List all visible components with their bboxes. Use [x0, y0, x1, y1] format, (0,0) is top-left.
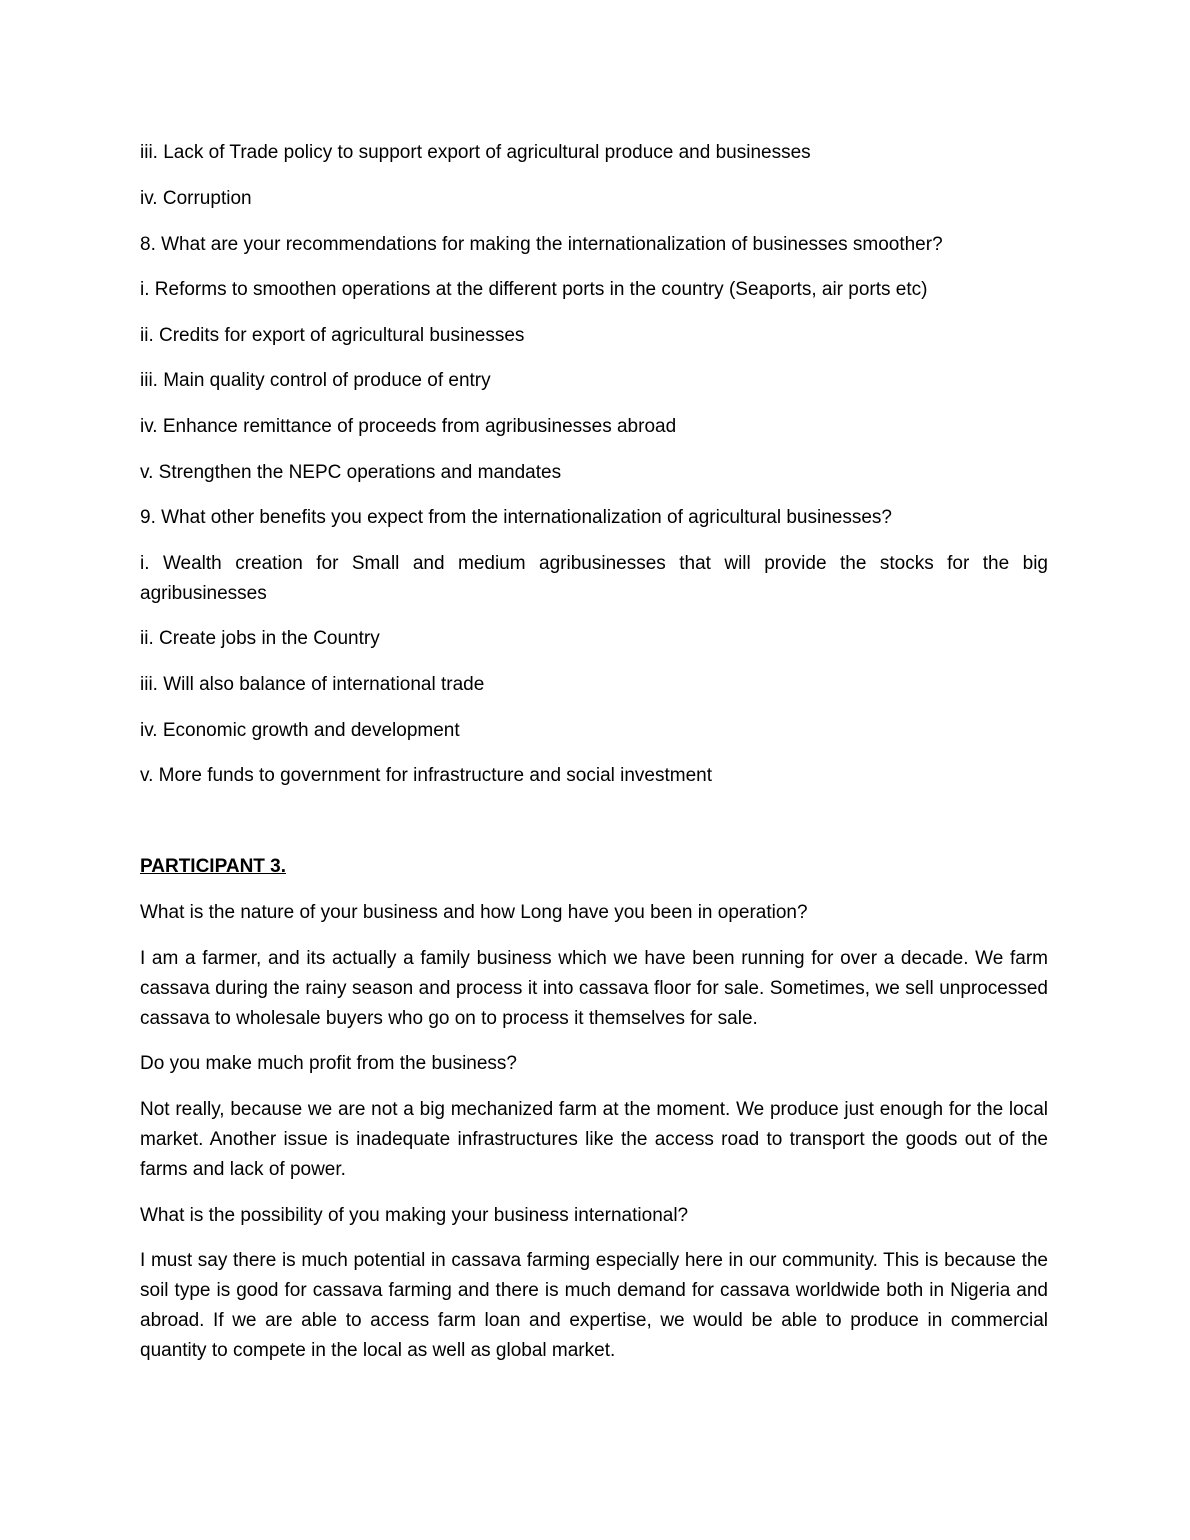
participant-heading: PARTICIPANT 3.: [140, 856, 287, 877]
interview-question: Do you make much profit from the business?: [140, 1053, 518, 1074]
recommendation-item: ii. Credits for export of agricultural businesses: [140, 325, 525, 346]
question-8: 8. What are your recommendations for making the internationalization of businesses smoother?: [140, 234, 943, 255]
recommendation-item: iv. Enhance remittance of proceeds from agribusinesses abroad: [140, 416, 677, 437]
benefit-item: iv. Economic growth and development: [140, 720, 460, 741]
benefit-item: ii. Create jobs in the Country: [140, 628, 380, 649]
benefit-item: i. Wealth creation for Small and medium agribusinesses that will provide the stocks for the big agribusinesses: [140, 553, 1048, 604]
benefit-item: iii. Will also balance of international trade: [140, 674, 485, 695]
interview-question: What is the nature of your business and how Long have you been in operation?: [140, 902, 808, 923]
list-item-challenge-iv: iv. Corruption: [140, 188, 252, 209]
interview-question: What is the possibility of you making your business international?: [140, 1205, 689, 1226]
benefit-item: v. More funds to government for infrastructure and social investment: [140, 765, 713, 786]
question-9: 9. What other benefits you expect from the internationalization of agricultural businesses?: [140, 507, 892, 528]
recommendation-item: i. Reforms to smoothen operations at the different ports in the country (Seaports, air ports etc): [140, 279, 928, 300]
list-item-challenge-iii: iii. Lack of Trade policy to support export of agricultural produce and businesses: [140, 142, 811, 163]
interview-answer: Not really, because we are not a big mechanized farm at the moment. We produce just enough for the local market. Another issue is inadequate infrastructures like the access road to transport the goods out of the farms and lack of power.: [140, 1099, 1048, 1180]
interview-answer: I am a farmer, and its actually a family business which we have been running for over a decade. We farm cassava during the rainy season and process it into cassava floor for sale. Sometimes, we sell unprocessed cassava to wholesale buyers who go on to process it themselves for sale.: [140, 948, 1048, 1029]
recommendation-item: v. Strengthen the NEPC operations and mandates: [140, 462, 562, 483]
recommendation-item: iii. Main quality control of produce of entry: [140, 370, 491, 391]
interview-answer: I must say there is much potential in cassava farming especially here in our community. This is because the soil type is good for cassava farming and there is much demand for cassava worldwide both in Nigeria and abroad. If we are able to access farm loan and expertise, we would be able to produce in commercial quantity to compete in the local as well as global market.: [140, 1250, 1048, 1361]
